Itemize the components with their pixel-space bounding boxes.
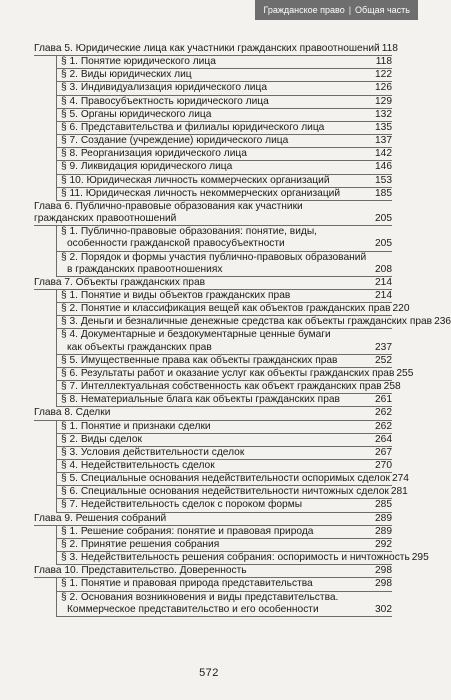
toc-entry-page: 118 [375, 56, 392, 68]
toc-entry-title [34, 277, 373, 289]
toc-section-entry [56, 316, 451, 329]
toc-entry-title [61, 303, 390, 315]
toc-entry-title-line: § 7. Интеллектуальная собственность как объект гражданских прав [61, 381, 382, 393]
toc-entry-title [61, 473, 390, 485]
toc-entry-page: 135 [375, 121, 392, 133]
toc-chapter-entry [34, 201, 392, 226]
toc-section-entry [56, 69, 392, 82]
toc-section-entry [56, 56, 392, 69]
toc-entry-title-line: § 2. Понятие и классификация вещей как объектов гражданских прав [61, 303, 391, 315]
toc-entry-title [61, 96, 373, 108]
toc-entry-page: 270 [375, 460, 392, 471]
toc-section-entry [56, 290, 392, 303]
toc-section-entry [56, 135, 392, 148]
toc-entry-title [34, 407, 373, 419]
toc-entry-title [61, 175, 373, 187]
toc-entry-page: 264 [375, 433, 392, 445]
toc-entry-title-line: § 5. Органы юридического лица [61, 108, 212, 120]
toc-entry-title [61, 252, 373, 276]
toc-entry-title [61, 329, 373, 353]
toc-entry-title [61, 135, 373, 147]
header-separator: | [348, 5, 352, 15]
toc-section-entry [56, 539, 392, 552]
toc-entry-title-line: § 3. Деньги и безналичные денежные средства как объекты гражданских прав [61, 316, 433, 328]
toc-entry-page: 205 [375, 213, 392, 225]
toc-entry-page: 122 [375, 69, 392, 81]
toc-chapter-entry [34, 43, 398, 56]
toc-entry-title [34, 43, 380, 55]
toc-entry-title-line: как объекты гражданских прав [67, 341, 212, 353]
toc-entry-page: 258 [383, 381, 401, 393]
toc-section-entry [56, 394, 392, 407]
toc-section-entry [56, 82, 392, 95]
toc-chapter-entry [34, 565, 392, 578]
toc-section-entry [56, 252, 392, 277]
toc-entry-title-line: § 7. Создание (учреждение) юридического лица [61, 135, 289, 147]
toc-entry-title [61, 592, 373, 616]
toc-entry-title-line: § 4. Документарные и бездокументарные ценные бумаги [61, 329, 331, 341]
toc-entry-page: 236 [434, 316, 451, 328]
toc-entry-page: 255 [396, 367, 414, 379]
toc-entry-title-line: § 10. Юридическая личность коммерческих организаций [61, 174, 330, 186]
toc-entry-title [61, 122, 373, 134]
toc-entry-page: 298 [375, 578, 392, 590]
toc-section-entry [56, 96, 392, 109]
toc-section-entry [56, 473, 409, 486]
toc-entry-page: 214 [375, 276, 392, 288]
toc-entry-page: 292 [375, 538, 392, 550]
toc-entry-page: 289 [375, 525, 392, 537]
toc-section-entry [56, 526, 392, 539]
toc-entry-title-line: § 6. Представительства и филиалы юридического лица [61, 121, 325, 133]
toc-entry-title [61, 368, 394, 380]
table-of-contents [34, 43, 451, 617]
toc-entry-title [61, 381, 382, 393]
toc-entry-title-line: § 5. Имущественные права как объекты гражданских прав [61, 354, 338, 366]
toc-entry-page: 262 [375, 420, 392, 432]
toc-entry-page: 142 [375, 148, 392, 160]
toc-entry-title [61, 460, 373, 472]
toc-entry-title-line: § 8. Реорганизация юридического лица [61, 148, 247, 160]
toc-entry-title-line: § 1. Понятие и правовая природа представительства [61, 578, 313, 590]
running-header [255, 0, 418, 20]
toc-entry-title [61, 447, 373, 459]
toc-entry-page: 153 [375, 174, 392, 186]
toc-entry-title [34, 565, 373, 577]
toc-entry-title [34, 513, 373, 525]
toc-entry-title [61, 226, 373, 250]
toc-section-entry [56, 303, 410, 316]
toc-section-entry [56, 486, 408, 499]
toc-entry-page: 146 [375, 161, 392, 173]
toc-entry-title-line: § 8. Нематериальные блага как объекты гражданских прав [61, 394, 340, 406]
toc-entry-page: 220 [392, 303, 410, 315]
toc-entry-title-line: § 1. Понятие и признаки сделки [61, 420, 211, 432]
toc-entry-title-line: Глава 9. Решения собраний [34, 512, 167, 524]
toc-chapter-entry [34, 277, 392, 290]
toc-entry-title-line: § 3. Индивидуализация юридического лица [61, 82, 268, 94]
toc-entry-page: 214 [375, 289, 392, 301]
toc-section-entry [56, 434, 392, 447]
toc-entry-title [61, 82, 373, 94]
toc-entry-title [61, 56, 374, 68]
toc-entry-title [61, 578, 373, 590]
toc-entry-title-line: § 4. Правосубъектность юридического лица [61, 95, 269, 107]
toc-entry-title-line: § 6. Результаты работ и оказание услуг как объекты гражданских прав [61, 367, 395, 379]
toc-entry-title [61, 188, 373, 200]
toc-entry-page: 281 [390, 486, 408, 498]
page-number: 572 [199, 667, 219, 679]
toc-entry-title-line: особенности гражданской правосубъектности [67, 238, 285, 250]
toc-entry-title-line: § 2. Виды сделок [61, 433, 142, 445]
toc-section-entry [56, 226, 392, 251]
toc-section-entry [56, 122, 392, 135]
toc-entry-page: 208 [375, 263, 392, 275]
toc-entry-title [61, 109, 373, 121]
toc-entry-title-line: § 11. Юридическая личность некоммерческих организаций [61, 187, 341, 199]
toc-entry-title-line: § 3. Недействительность решения собрания: оспоримость и ничтожность [61, 552, 410, 564]
toc-entry-title-line: § 2. Принятие решения собрания [61, 538, 220, 550]
toc-entry-title [61, 421, 373, 433]
toc-section-entry [56, 381, 401, 394]
toc-entry-page: 289 [375, 512, 392, 524]
toc-section-entry [56, 421, 392, 434]
toc-section-entry [56, 109, 392, 122]
toc-entry-title-line: § 1. Понятие и виды объектов гражданских прав [61, 289, 291, 301]
toc-entry-title-line: Глава 6. Публично-правовые образования как участники [34, 200, 303, 212]
toc-chapter-entry [34, 513, 392, 526]
toc-entry-title-line: Глава 7. Объекты гражданских прав [34, 276, 206, 288]
toc-entry-page: 267 [375, 446, 392, 458]
toc-entry-title [61, 394, 373, 406]
toc-entry-page: 126 [375, 82, 392, 94]
header-part-title: Общая часть [355, 5, 410, 15]
toc-entry-title-line: § 9. Ликвидация юридического лица [61, 161, 233, 173]
toc-entry-title-line: § 1. Решение собрания: понятие и правовая природа [61, 525, 314, 537]
toc-entry-page: 118 [381, 43, 398, 54]
toc-section-entry [56, 148, 392, 161]
toc-entry-page: 262 [375, 407, 392, 419]
toc-entry-page: 298 [375, 565, 392, 577]
toc-entry-title-line: § 1. Публично-правовые образования: понятие, виды, [61, 226, 318, 238]
toc-section-entry [56, 329, 392, 354]
toc-entry-page: 137 [375, 135, 392, 147]
toc-entry-title [61, 499, 373, 511]
toc-entry-title-line: Глава 5. Юридические лица как участники гражданских правоотношений [34, 43, 380, 54]
toc-entry-title [61, 486, 389, 498]
toc-section-entry [56, 578, 392, 591]
toc-entry-title-line: Глава 10. Представительство. Доверенность [34, 565, 247, 577]
toc-entry-title [61, 526, 373, 538]
toc-entry-title-line: § 6. Специальные основания недействительности ничтожных сделок [61, 486, 389, 498]
toc-entry-title [61, 552, 410, 564]
toc-entry-title [61, 161, 373, 173]
toc-entry-title-line: Коммерческое представительство и его особенности [67, 603, 319, 615]
toc-section-entry [56, 188, 392, 201]
toc-entry-page: 274 [391, 473, 409, 485]
toc-entry-title-line: гражданских правоотношений [34, 213, 177, 225]
toc-entry-title-line: § 3. Условия действительности сделок [61, 446, 245, 458]
toc-entry-page: 237 [375, 341, 392, 353]
header-book-title: Гражданское право [263, 5, 345, 15]
toc-entry-page: 302 [375, 603, 392, 615]
toc-entry-title [61, 148, 373, 160]
toc-section-entry [56, 367, 414, 381]
toc-entry-title-line: § 1. Понятие юридического лица [61, 56, 216, 68]
toc-section-entry [56, 447, 392, 460]
toc-section-entry [56, 499, 392, 512]
toc-entry-title-line: § 2. Основания возникновения и виды представительства. [61, 591, 339, 603]
toc-entry-page: 132 [375, 108, 392, 120]
toc-entry-page: 185 [375, 187, 392, 199]
toc-entry-title [34, 201, 373, 225]
toc-entry-title [61, 290, 373, 302]
toc-entry-page: 252 [375, 354, 392, 366]
toc-section-entry [56, 161, 392, 174]
toc-entry-title-line: § 5. Специальные основания недействительности оспоримых сделок [61, 473, 390, 485]
toc-entry-page: 295 [411, 552, 429, 564]
toc-chapter-entry [34, 407, 392, 420]
toc-entry-title-line: § 7. Недействительность сделок с пороком формы [61, 499, 303, 511]
toc-entry-page: 261 [375, 394, 392, 406]
toc-section-entry [56, 592, 392, 617]
toc-entry-page: 205 [375, 238, 392, 250]
toc-entry-page: 285 [375, 499, 392, 511]
toc-entry-title [61, 69, 373, 81]
toc-entry-title [61, 355, 373, 367]
toc-entry-title-line: § 4. Недействительность сделок [61, 460, 215, 471]
toc-section-entry [56, 460, 392, 473]
toc-entry-title-line: в гражданских правоотношениях [67, 263, 223, 275]
toc-entry-title [61, 316, 432, 328]
toc-entry-title-line: § 2. Виды юридических лиц [61, 69, 192, 81]
toc-entry-title [61, 539, 373, 551]
toc-section-entry [56, 552, 429, 565]
toc-section-entry [56, 175, 392, 188]
toc-entry-title [61, 434, 373, 446]
toc-entry-page: 129 [375, 95, 392, 107]
toc-entry-title-line: Глава 8. Сделки [34, 407, 111, 419]
toc-section-entry [56, 355, 392, 368]
toc-entry-title-line: § 2. Порядок и формы участия публично-правовых образований [61, 251, 367, 263]
